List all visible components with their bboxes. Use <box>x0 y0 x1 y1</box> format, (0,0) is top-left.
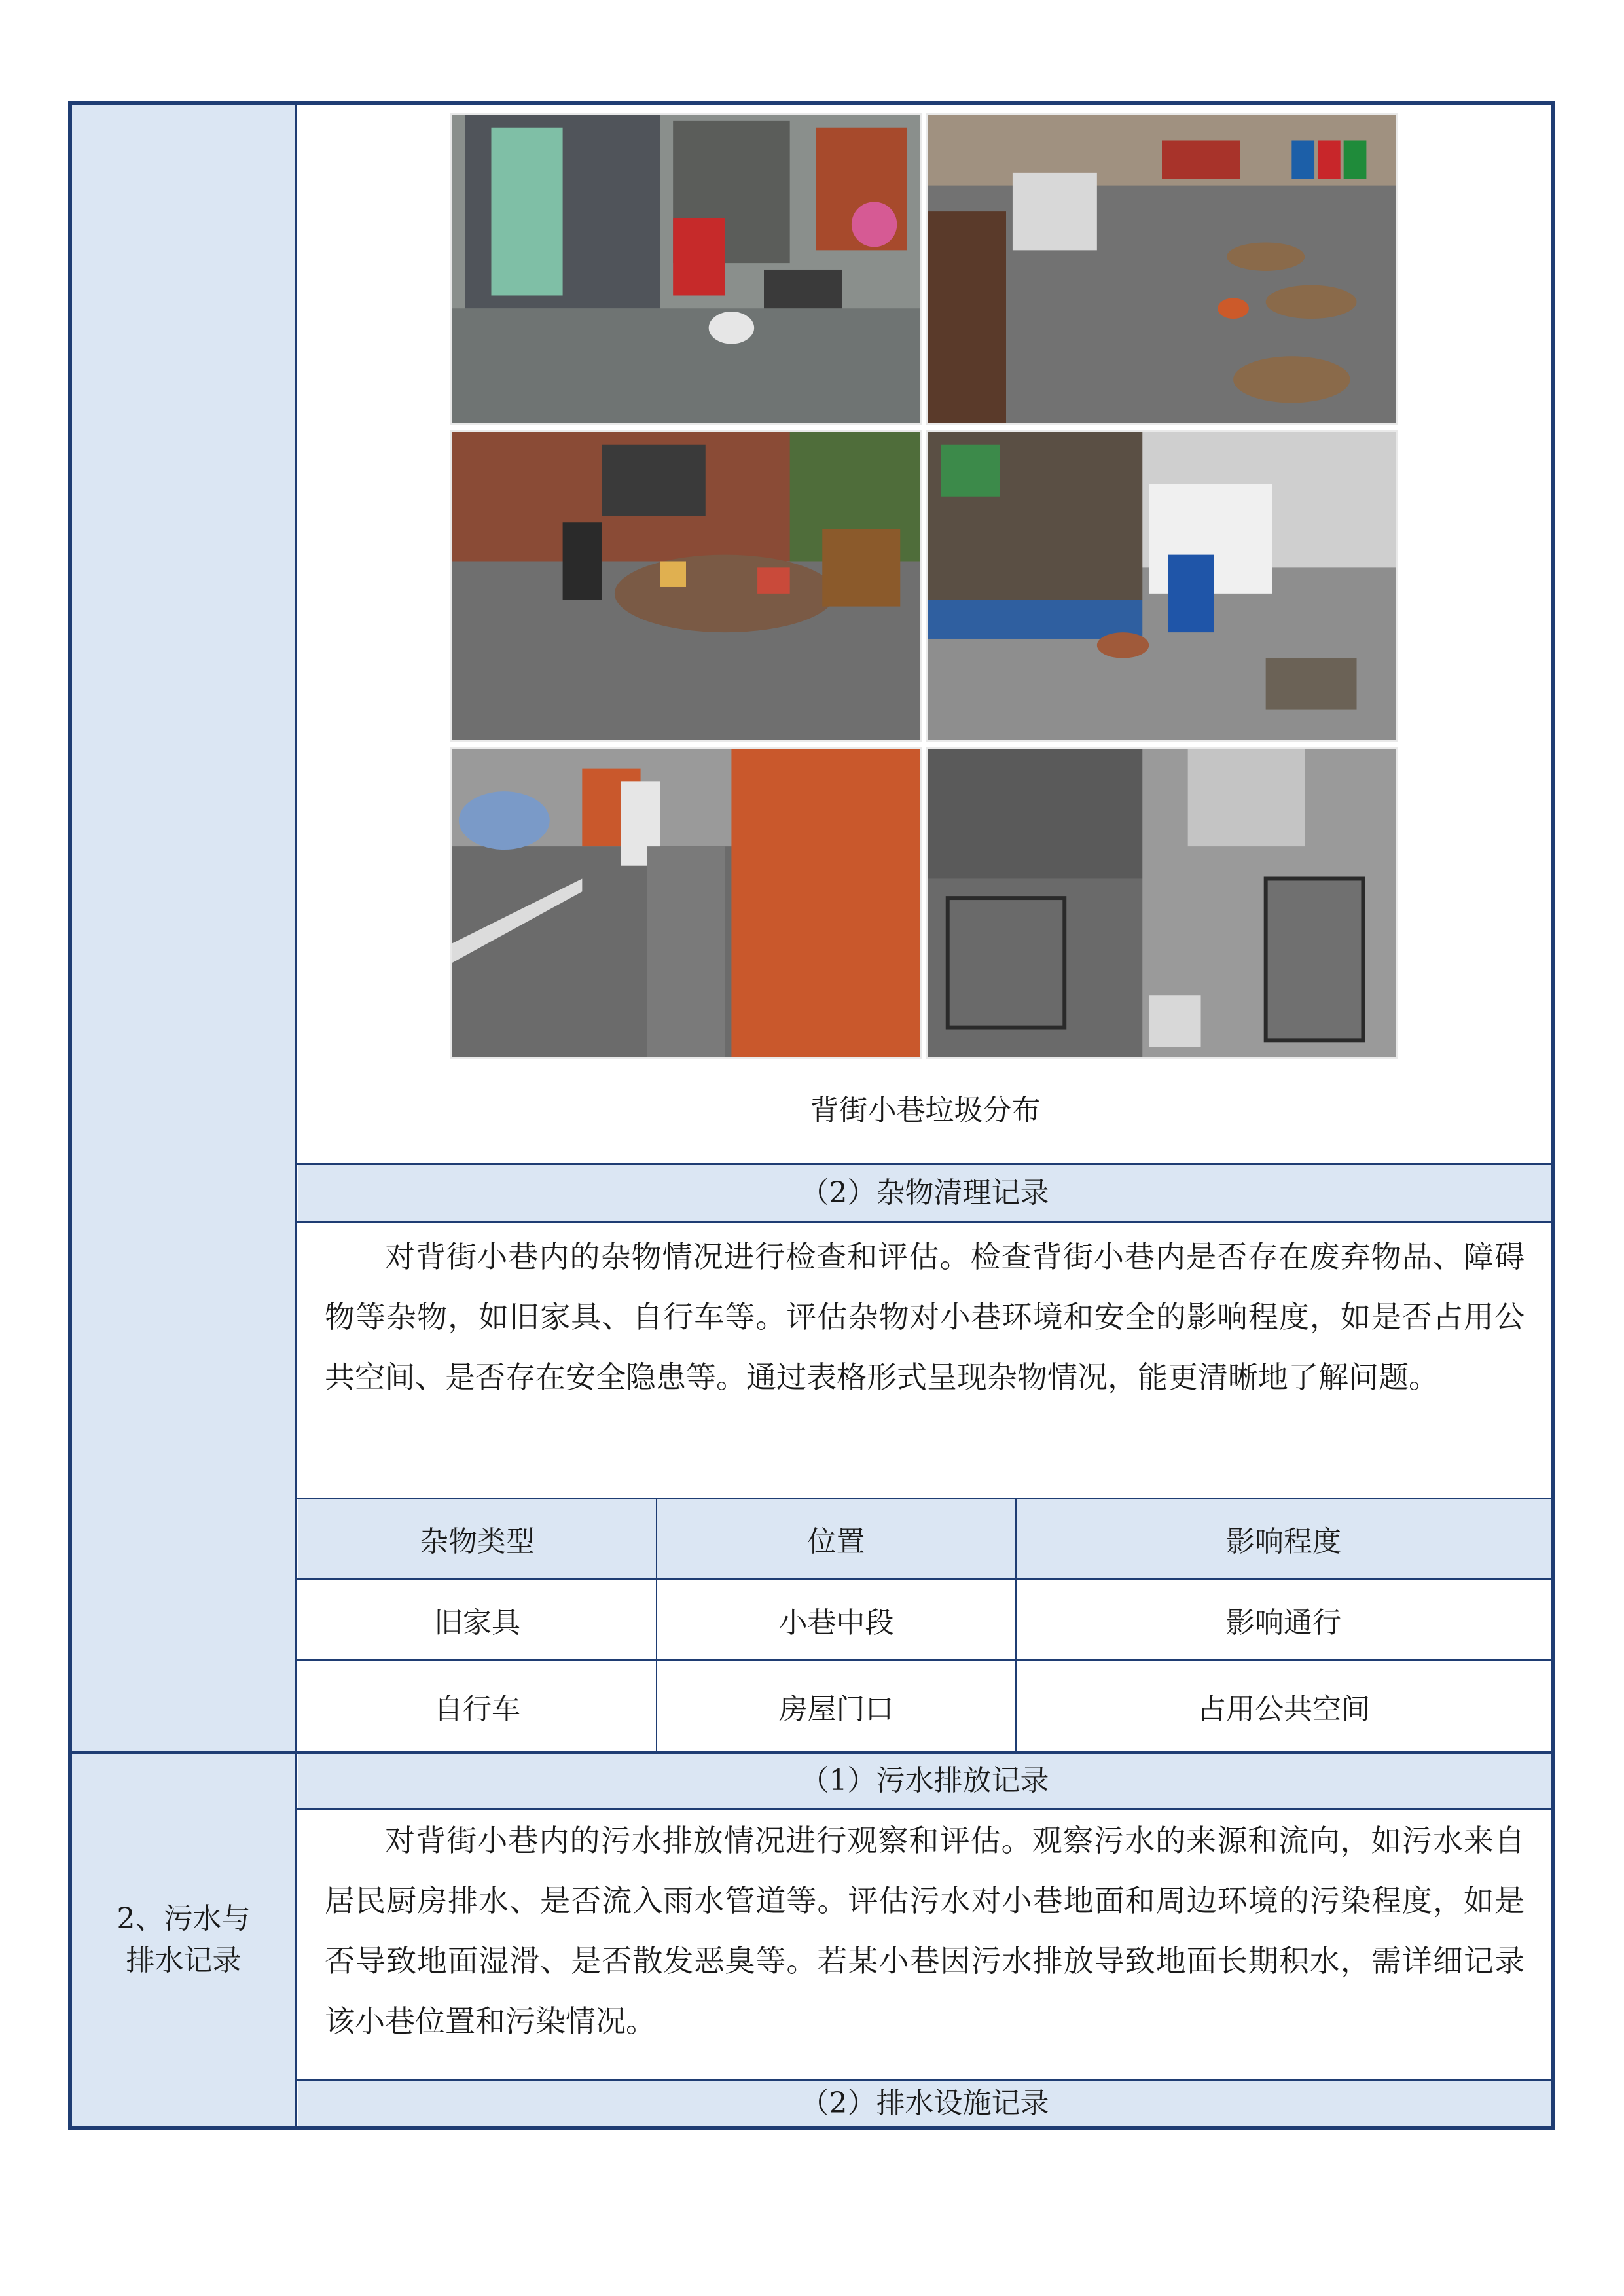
row-divider <box>297 1221 1551 1223</box>
photo-wall-garbage-pile <box>450 430 922 742</box>
sewage-paragraph: 对背街小巷内的污水排放情况进行观察和评估。观察污水的来源和流向，如污水来自居民厨房排水、是否流入雨水管道等。评估污水对小巷地面和周边环境的污染程度，如是否导致地面湿滑、是否散发恶臭等。若某小巷因污水排放导致地面长期积水，需详细记录该小巷位置和污染情况。 <box>325 1823 1525 2039</box>
table-cell: 占用公共空间 <box>1197 1693 1370 1726</box>
subheading-clutter-record: （2）杂物清理记录 <box>298 1165 1551 1221</box>
photo-car-blue-bin <box>926 430 1398 742</box>
table-header-type: 杂物类型 <box>420 1525 535 1558</box>
photo-orange-walls-alley <box>450 747 922 1059</box>
subheading-drainage-facilities: （2）排水设施记录 <box>298 2081 1551 2126</box>
table-cell: 自行车 <box>434 1693 520 1726</box>
figure-caption: 背街小巷垃圾分布 <box>810 1094 1041 1127</box>
left-column-section-2 <box>72 1753 297 2126</box>
photo-parking-lot-manholes <box>926 113 1398 425</box>
row-divider <box>297 1808 1551 1810</box>
section-2-label-line2: 排水记录 <box>126 1944 242 1977</box>
photo-bus-stop-trash <box>450 113 922 425</box>
clutter-paragraph: 对背街小巷内的杂物情况进行检查和评估。检查背街小巷内是否存在废弃物品、障碍物等杂物，如旧家具、自行车等。评估杂物对小巷环境和安全的影响程度，如是否占用公共空间、是否存在安全隐患等。通过表格形式呈现杂物情况，能更清晰地了解问题。 <box>325 1239 1525 1395</box>
photo-barred-windows-building <box>926 747 1398 1059</box>
left-column-section-1 <box>72 105 297 1751</box>
table-header-impact: 影响程度 <box>1226 1525 1341 1558</box>
table-header-location: 位置 <box>807 1525 865 1558</box>
table-cell: 小巷中段 <box>778 1605 894 1640</box>
section-2-label-line1: 2、污水与 <box>117 1902 251 1935</box>
photo-grid <box>450 113 1398 1059</box>
table-cell: 房屋门口 <box>778 1693 894 1726</box>
table-cell: 影响通行 <box>1226 1605 1341 1640</box>
subheading-sewage-discharge: （1）污水排放记录 <box>298 1754 1551 1808</box>
table-cell: 旧家具 <box>434 1605 520 1640</box>
